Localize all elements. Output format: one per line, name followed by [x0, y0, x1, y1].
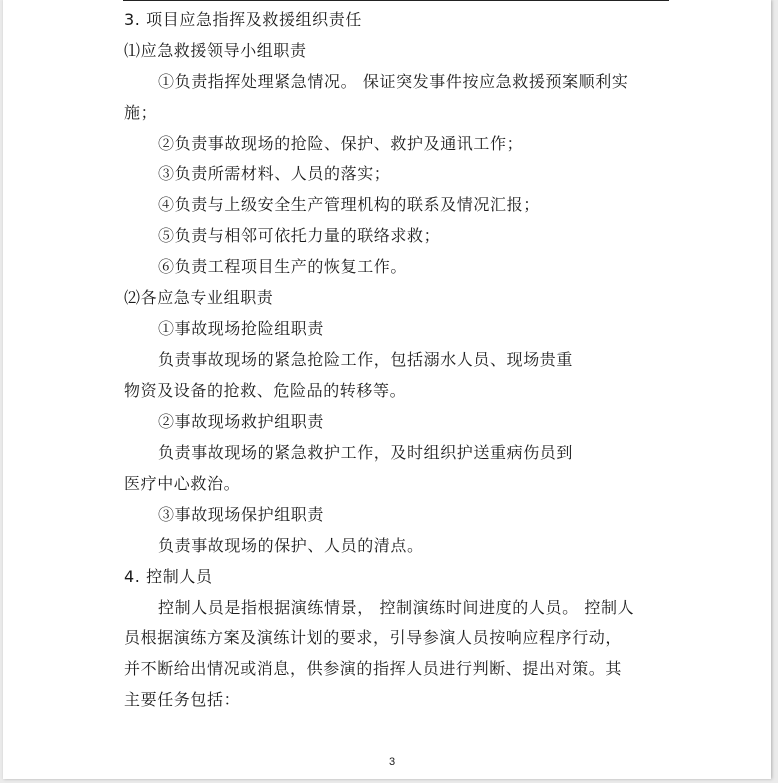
page-number: 3 — [389, 756, 396, 768]
paragraph-line: 负责事故现场的紧急救护工作，及时组织护送重病伤员到 — [158, 443, 574, 462]
list-item: ②负责事故现场的抢险、保护、救护及通讯工作； — [158, 134, 524, 153]
group-2-heading: ②事故现场救护组职责 — [158, 412, 325, 431]
paragraph-line: 控制人员是指根据演练情景， 控制演练时间进度的人员。 控制人 — [158, 598, 635, 617]
paragraph-line: 并不断给出情况或消息，供参演的指挥人员进行判断、提出对策。其 — [124, 659, 623, 678]
paragraph-line: 负责事故现场的保护、人员的清点。 — [158, 536, 424, 555]
list-item: ⑥负责工程项目生产的恢复工作。 — [158, 257, 408, 276]
paragraph-line: 负责事故现场的紧急抢险工作，包括溺水人员、现场贵重 — [158, 350, 574, 369]
paragraph-line: 主要任务包括： — [124, 690, 241, 709]
list-item: 施； — [124, 103, 158, 122]
header-rule — [123, 0, 669, 1]
subsection-2-heading: ⑵各应急专业组职责 — [124, 288, 274, 307]
group-3-heading: ③事故现场保护组职责 — [158, 505, 325, 524]
list-item: ④负责与上级安全生产管理机构的联系及情况汇报； — [158, 195, 540, 214]
group-1-heading: ①事故现场抢险组职责 — [158, 319, 325, 338]
list-item: ①负责指挥处理紧急情况。 保证突发事件按应急救援预案顺利实 — [158, 72, 629, 91]
paragraph-line: 医疗中心救治。 — [124, 474, 241, 493]
document-page — [3, 0, 771, 779]
paragraph-line: 员根据演练方案及演练计划的要求，引导参演人员按响应程序行动， — [124, 628, 623, 647]
list-item: ⑤负责与相邻可依托力量的联络求救； — [158, 226, 441, 245]
section-3-heading: 3. 项目应急指挥及救援组织责任 — [124, 10, 362, 29]
list-item: ③负责所需材料、人员的落实； — [158, 164, 391, 183]
subsection-1-heading: ⑴应急救援领导小组职责 — [124, 41, 307, 60]
paragraph-line: 物资及设备的抢救、危险品的转移等。 — [124, 381, 407, 400]
section-4-heading: 4. 控制人员 — [124, 567, 213, 586]
